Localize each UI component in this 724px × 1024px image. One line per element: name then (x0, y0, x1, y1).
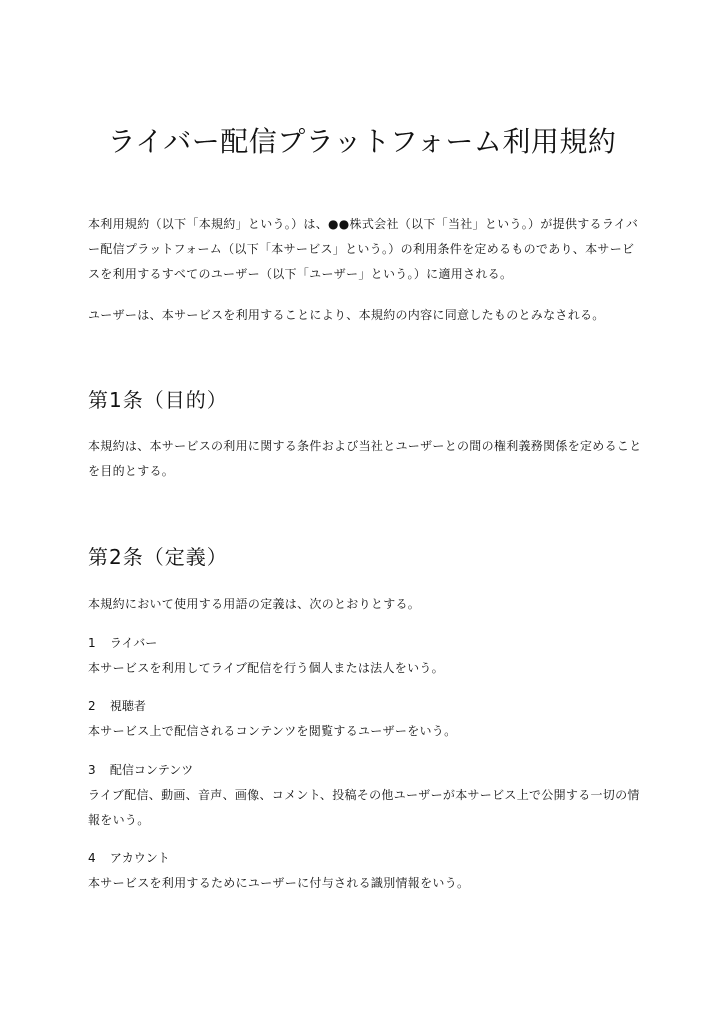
definition-3-description: ライブ配信、動画、音声、画像、コメント、投稿その他ユーザーが本サービス上で公開する一切の情報をいう。 (88, 788, 640, 827)
article-1-heading: 第1条（目的） (88, 388, 228, 412)
article-2-heading: 第2条（定義） (88, 545, 228, 569)
definition-4-number: 4 (88, 851, 96, 865)
article-2-body: 本規約において使用する用語の定義は、次のとおりとする。 (88, 597, 421, 611)
definition-1-label (88, 631, 157, 656)
definition-1-term: ライバー (109, 636, 158, 650)
definition-2-label (88, 694, 146, 719)
definition-4-label (88, 846, 170, 871)
article-1-body: 本規約は、本サービスの利用に関する条件および当社とユーザーとの間の権利義務関係を定めることを目的とする。 (88, 439, 642, 478)
document-title: ライバー配信プラットフォーム利用規約 (107, 125, 617, 158)
definition-4-description: 本サービスを利用するためにユーザーに付与される識別情報をいう。 (88, 876, 470, 890)
definition-3-term: 配信コンテンツ (109, 763, 194, 777)
definition-4-term: アカウント (109, 851, 170, 865)
definition-3-label (88, 758, 193, 783)
definition-2-description: 本サービス上で配信されるコンテンツを閲覧するユーザーをいう。 (88, 724, 457, 738)
intro-paragraph-1: 本利用規約（以下「本規約」という。）は、●●株式会社（以下「当社」という。）が提供するライバー配信プラットフォーム（以下「本サービス」という。）の利用条件を定めるものであり、本サービスを利用するすべてのユーザー（以下「ユーザー」という。）に適用される。 (88, 217, 639, 281)
definition-1-description: 本サービスを利用してライブ配信を行う個人または法人をいう。 (88, 661, 444, 675)
definition-2-term: 視聴者 (109, 699, 146, 713)
definition-3-number: 3 (88, 763, 96, 777)
intro-paragraph-2: ユーザーは、本サービスを利用することにより、本規約の内容に同意したものとみなされる。 (88, 308, 605, 322)
definition-1-number: 1 (88, 636, 96, 650)
definition-2-number: 2 (88, 699, 96, 713)
